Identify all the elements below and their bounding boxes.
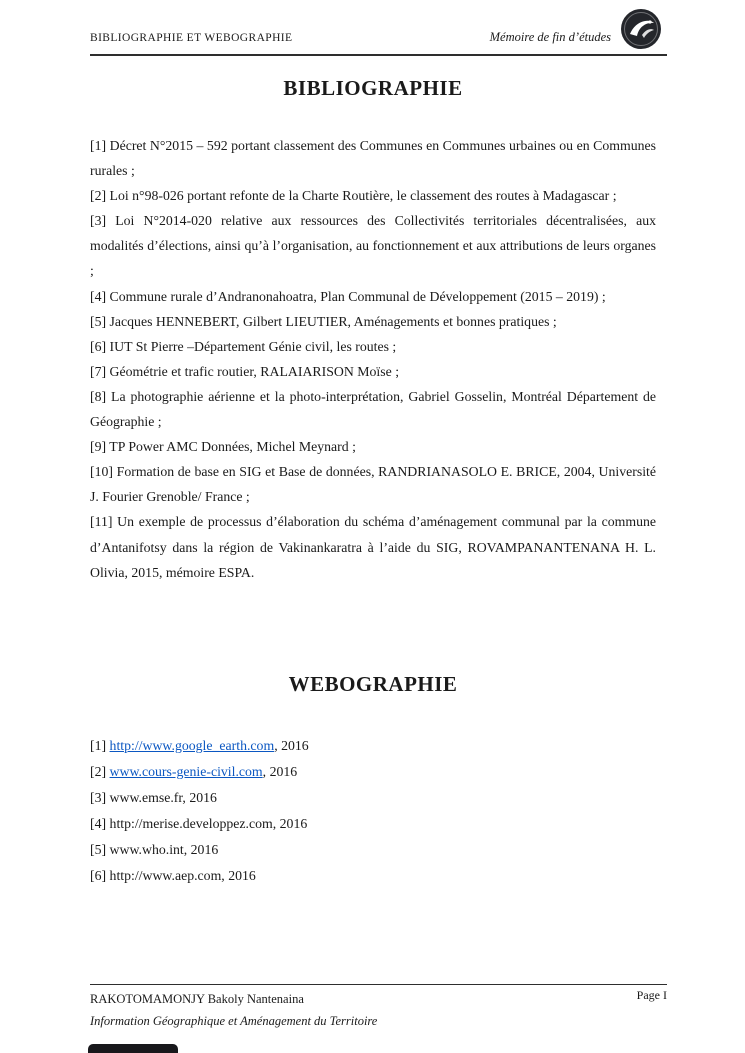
entry-label: [11]: [90, 514, 113, 530]
bibliography-entry: [90, 509, 656, 584]
bottom-edge-artifact: [88, 1044, 178, 1053]
entry-text: Loi N°2014-020 relative aux ressources des Collectivités territoriales décentralisées, aux modalités d’élections, ainsi qu’à l’organisation, au fonctionnement et aux attributions de leurs organes ;: [90, 213, 656, 279]
entry-label: [5]: [90, 841, 107, 857]
header-document-title: Mémoire de fin d’études: [489, 30, 611, 44]
footer-author: RAKOTOMAMONJY Bakoly Nantenaina: [90, 992, 304, 1006]
bibliography-entry: [90, 359, 656, 384]
content-column: [90, 54, 656, 889]
entry-label: [5]: [90, 313, 107, 329]
bibliography-entry: [90, 133, 656, 183]
web-link[interactable]: www.cours-genie-civil.com: [109, 763, 263, 779]
entry-rest: , 2016: [274, 737, 309, 753]
bibliography-list: [90, 133, 656, 585]
webography-entry: [90, 811, 656, 837]
webography-list: [90, 733, 656, 889]
entry-text: Jacques HENNEBERT, Gilbert LIEUTIER, Aménagements et bonnes pratiques ;: [109, 313, 557, 329]
page-header: [90, 30, 667, 56]
bibliography-entry: [90, 183, 656, 208]
entry-rest: www.who.int, 2016: [109, 841, 219, 857]
entry-text: Géométrie et trafic routier, RALAIARISON Moïse ;: [109, 363, 400, 379]
webography-title: WEBOGRAPHIE: [288, 671, 458, 696]
entry-label: [2]: [90, 763, 107, 779]
bibliography-entry: [90, 384, 656, 434]
webography-entry: [90, 785, 656, 811]
entry-text: La photographie aérienne et la photo-interprétation, Gabriel Gosselin, Montréal Département de Géographie ;: [90, 388, 657, 430]
entry-label: [3]: [90, 789, 107, 805]
entry-label: [6]: [90, 867, 107, 883]
entry-text: Commune rurale d’Andranonahoatra, Plan Communal de Développement (2015 – 2019) ;: [109, 288, 606, 304]
footer-page-number: Page I: [636, 988, 667, 1002]
entry-text: Loi n°98-026 portant refonte de la Charte Routière, le classement des routes à Madagascar ;: [109, 188, 617, 204]
web-link[interactable]: http://www.google_earth.com: [109, 737, 275, 753]
entry-text: Formation de base en SIG et Base de données, RANDRIANASOLO E. BRICE, 2004, Université J. Fourier Grenoble/ France ;: [90, 464, 657, 505]
entry-text: Décret N°2015 – 592 portant classement des Communes en Communes urbaines ou en Communes rurales ;: [90, 138, 656, 179]
bibliography-title: BIBLIOGRAPHIE: [283, 76, 463, 100]
entry-label: [3]: [90, 213, 107, 229]
entry-label: [8]: [90, 388, 107, 404]
footer-program: Information Géographique et Aménagement du Territoire: [90, 1014, 378, 1028]
entry-label: [9]: [90, 439, 107, 455]
page-footer: [90, 984, 667, 1029]
header-section-title: BIBLIOGRAPHIE ET WEBOGRAPHIE: [90, 32, 293, 44]
entry-rest: , 2016: [262, 763, 298, 779]
entry-label: [10]: [90, 464, 113, 480]
bibliography-entry: [90, 334, 656, 359]
school-emblem-logo-icon: [620, 8, 662, 50]
entry-label: [1]: [90, 737, 107, 753]
bibliography-entry: [90, 459, 656, 509]
entry-label: [4]: [90, 288, 107, 304]
entry-label: [7]: [90, 363, 107, 379]
entry-label: [4]: [90, 815, 107, 831]
bibliography-entry: [90, 309, 656, 334]
webography-entry: [90, 837, 656, 863]
entry-text: Un exemple de processus d’élaboration du schéma d’aménagement communal par la commune d’Antanifotsy dans la région de Vakinankaratra à l’aide du SIG, ROVAMPANANTENANA H. L. Olivia, 2015, mémoire ESPA.: [90, 514, 656, 580]
entry-label: [6]: [90, 338, 107, 354]
entry-rest: www.emse.fr, 2016: [109, 789, 217, 805]
entry-label: [2]: [90, 188, 107, 204]
bibliography-entry: [90, 434, 656, 459]
entry-rest: http://www.aep.com, 2016: [109, 867, 256, 883]
footer-left: [90, 992, 377, 1029]
entry-text: TP Power AMC Données, Michel Meynard ;: [109, 439, 356, 455]
entry-text: IUT St Pierre –Département Génie civil, les routes ;: [109, 338, 397, 354]
bibliography-entry: [90, 284, 656, 309]
webography-entry: [90, 863, 656, 889]
webography-entry: [90, 733, 656, 759]
entry-label: [1]: [90, 138, 107, 153]
bibliography-entry: [90, 208, 656, 283]
entry-rest: http://merise.developpez.com, 2016: [109, 815, 308, 831]
webography-entry: [90, 759, 656, 785]
